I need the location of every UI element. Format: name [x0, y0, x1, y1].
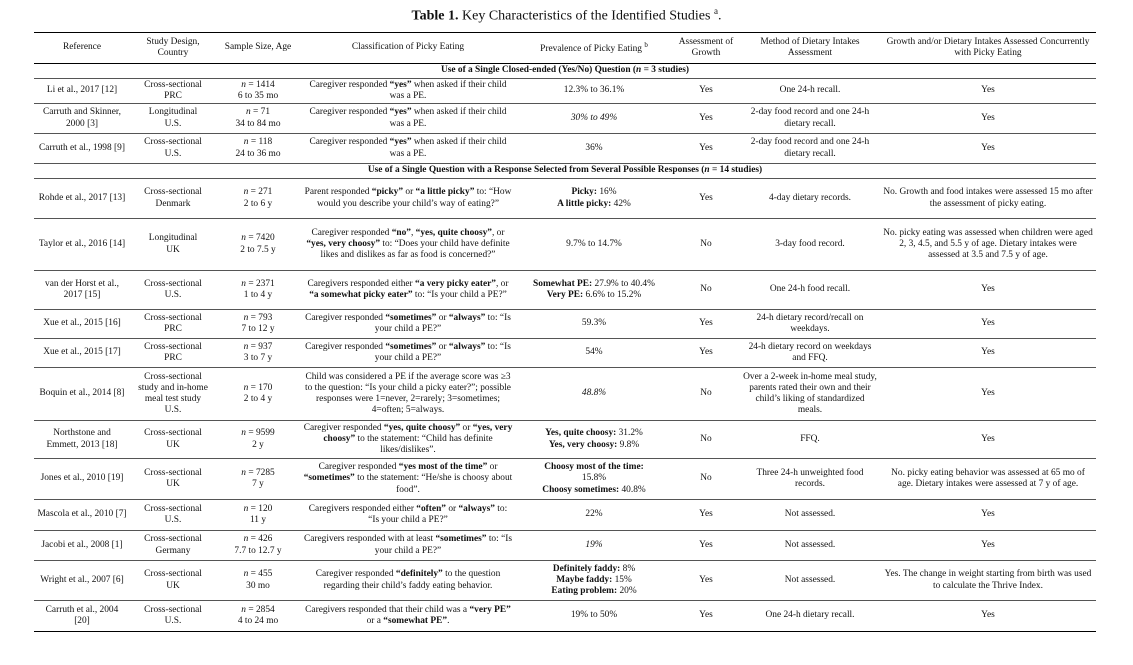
section-row-multiple-responses-n: n — [704, 165, 710, 176]
cell-design: Cross-sectional UK — [144, 428, 202, 450]
cell-method: 4-day dietary records. — [769, 192, 851, 203]
cell-prevalence: 30% to 49% — [570, 112, 618, 123]
cell-concurrent: Yes — [981, 85, 995, 96]
cell-method: FFQ. — [800, 433, 820, 444]
cell-reference: Jones et al., 2010 [19] — [40, 473, 124, 484]
cell-reference: Carruth et al., 1998 [9] — [39, 142, 125, 153]
cell-method: 24-h dietary record/recall on weekdays. — [756, 312, 864, 334]
cell-method: Not assessed. — [784, 539, 836, 550]
cell-method: Not assessed. — [784, 574, 836, 585]
cell-growth: No — [700, 238, 712, 249]
prevalence-header-text: Prevalence of Picky Eating — [540, 44, 642, 55]
table-caption — [0, 6, 1133, 25]
table-row — [34, 500, 1096, 531]
col-header-design: Study Design, Country — [146, 36, 200, 58]
section-row-multiple-responses-post: = 14 studies) — [709, 165, 763, 176]
section-row-multiple-responses-pre: Use of a Single Question with a Response Selected from Several Possible Responses ( — [367, 165, 705, 176]
cell-classification: Caregiver responded “sometimes” or “always” to: “Is your child a PE?” — [305, 312, 511, 334]
cell-design: Cross-sectional PRC — [144, 341, 202, 363]
cell-sample: n = 1414 6 to 35 mo — [237, 79, 279, 101]
table-row — [34, 601, 1096, 632]
cell-design: Cross-sectional Denmark — [144, 187, 202, 209]
cell-growth: No — [700, 473, 712, 484]
section-row-closed-ended-label — [34, 64, 1096, 79]
cell-classification: Caregiver responded “yes” when asked if their child was a PE. — [309, 79, 507, 101]
table-row — [34, 79, 1096, 104]
cell-growth: Yes — [699, 539, 713, 550]
cell-sample: n = 2371 1 to 4 y — [241, 278, 275, 300]
cell-design: Longitudinal UK — [148, 233, 198, 255]
cell-growth: Yes — [699, 318, 713, 329]
cell-classification: Caregivers responded either “often” or “always” to: “Is your child a PE?” — [308, 503, 508, 525]
cell-method: One 24-h food recall. — [769, 284, 851, 295]
table-row — [34, 310, 1096, 339]
col-header-classification: Classification of Picky Eating — [351, 42, 465, 53]
cell-classification: Caregiver responded “yes, quite choosy” or “yes, very choosy” to the statement: “Child has definite likes/dislikes”. — [303, 422, 513, 456]
table-row — [34, 179, 1096, 219]
cell-reference: Xue et al., 2015 [17] — [43, 347, 121, 358]
col-header-reference: Reference — [63, 42, 101, 53]
cell-reference: Boquin et al., 2014 [8] — [39, 388, 125, 399]
caption-label: Table 1. — [411, 8, 459, 24]
cell-concurrent: Yes — [981, 388, 995, 399]
cell-prevalence: 48.8% — [581, 388, 607, 399]
col-header-growth: Assessment of Growth — [678, 36, 734, 58]
cell-concurrent: Yes — [981, 284, 995, 295]
cell-concurrent: Yes — [981, 610, 995, 621]
cell-classification: Caregivers responded either “a very picky eater”, or “a somewhat picky eater” to: “Is your child a PE?” — [307, 278, 509, 300]
col-header-sample: Sample Size, Age — [224, 42, 292, 53]
cell-design: Cross-sectional U.S. — [144, 503, 202, 525]
cell-prevalence: 54% — [585, 347, 603, 358]
caption-text: Key Characteristics of the Identified Studies — [458, 8, 711, 24]
col-header-method: Method of Dietary Intakes Assessment — [760, 36, 860, 58]
cell-growth: Yes — [699, 610, 713, 621]
cell-classification: Caregiver responded “definitely” to the question regarding their child’s faddy eating behavior. — [315, 569, 501, 591]
cell-sample: n = 9599 2 y — [241, 428, 275, 450]
cell-concurrent: Yes — [981, 318, 995, 329]
cell-prevalence: 9.7% to 14.7% — [566, 238, 622, 249]
cell-growth: Yes — [699, 142, 713, 153]
cell-reference: Wright et al., 2007 [6] — [40, 574, 124, 585]
cell-reference: Northstone and Emmett, 2013 [18] — [46, 428, 118, 450]
table-row — [34, 561, 1096, 601]
cell-growth: No — [700, 388, 712, 399]
cell-prevalence: Somewhat PE: 27.9% to 40.4% Very PE: 6.6% to 15.2% — [533, 278, 655, 300]
cell-sample: n = 170 2 to 4 y — [243, 382, 273, 404]
section-row-multiple-responses — [34, 164, 1096, 179]
section-row-closed-ended-n: n — [636, 65, 642, 76]
cell-classification: Caregiver responded “yes most of the time” or “sometimes” to the statement: “He/she is choosy about food”. — [303, 462, 513, 495]
cell-method: 3-day food record. — [775, 238, 845, 249]
cell-classification: Caregiver responded “no”, “yes, quite choosy”, or “yes, very choosy” to: “Does your child have definite likes and dislikes as far as food is concerned?” — [306, 227, 510, 261]
cell-concurrent: Yes — [981, 539, 995, 550]
cell-sample: n = 71 34 to 84 mo — [235, 107, 281, 129]
cell-growth: Yes — [699, 509, 713, 520]
col-header-concurrent: Growth and/or Dietary Intakes Assessed Concurrently with Picky Eating — [886, 36, 1090, 58]
table-body — [34, 64, 1096, 632]
cell-method: 2-day food record and one 24-h dietary recall. — [750, 137, 870, 159]
cell-concurrent: No. Growth and food intakes were assessed 15 mo after the assessment of picky eating. — [883, 187, 1093, 209]
cell-prevalence: 59.3% — [581, 318, 607, 329]
table-row — [34, 271, 1096, 310]
cell-prevalence: 12.3% to 36.1% — [563, 85, 625, 96]
cell-concurrent: Yes. The change in weight starting from birth was used to calculate the Thrive Index. — [884, 569, 1092, 591]
prevalence-header-sup: b — [644, 41, 648, 50]
characteristics-table — [34, 32, 1096, 632]
cell-sample: n = 937 3 to 7 y — [243, 341, 273, 363]
section-row-closed-ended-post: = 3 studies) — [641, 65, 690, 76]
cell-prevalence: Choosy most of the time: 15.8% Choosy sometimes: 40.8% — [542, 462, 646, 495]
cell-growth: No — [700, 284, 712, 295]
cell-method: Over a 2-week in-home meal study, parents rated their own and their child’s liking of standardized meals. — [743, 371, 877, 416]
cell-reference: Xue et al., 2015 [16] — [43, 318, 121, 329]
cell-classification: Parent responded “picky” or “a little picky” to: “How would you describe your child’s way of eating?” — [304, 187, 512, 209]
cell-prevalence: Definitely faddy: 8% Maybe faddy: 15% Eating problem: 20% — [551, 563, 637, 597]
cell-design: Cross-sectional UK — [144, 467, 202, 489]
cell-method: Not assessed. — [784, 509, 836, 520]
cell-classification: Caregiver responded “yes” when asked if their child was a PE. — [309, 107, 507, 129]
cell-reference: Rohde et al., 2017 [13] — [38, 192, 126, 203]
cell-growth: Yes — [699, 112, 713, 123]
table-row — [34, 531, 1096, 561]
cell-design: Cross-sectional PRC — [144, 79, 202, 101]
section-row-closed-ended — [34, 64, 1096, 79]
cell-concurrent: Yes — [981, 112, 995, 123]
cell-sample: n = 455 30 mo — [243, 569, 273, 591]
cell-classification: Child was considered a PE if the average score was ≥3 to the question: “Is your child a picky eater?”; possible responses were 1=never, 2=rarely; 3=sometimes; 4=often; 5=always. — [305, 371, 511, 416]
cell-method: 2-day food record and one 24-h dietary recall. — [750, 107, 870, 129]
table-row — [34, 134, 1096, 164]
table-row — [34, 421, 1096, 459]
cell-design: Longitudinal U.S. — [148, 107, 198, 129]
cell-concurrent: No. picky eating behavior was assessed at 65 mo of age. Dietary intakes were assessed at 7 y of age. — [891, 467, 1085, 489]
cell-sample: n = 118 24 to 36 mo — [235, 137, 281, 159]
cell-design: Cross-sectional UK — [144, 569, 202, 591]
cell-reference: van der Horst et al., 2017 [15] — [45, 278, 119, 300]
cell-concurrent: Yes — [981, 142, 995, 153]
caption-end: . — [717, 8, 722, 24]
cell-growth: Yes — [699, 192, 713, 203]
cell-classification: Caregiver responded “yes” when asked if their child was a PE. — [309, 137, 507, 159]
cell-concurrent: No. picky eating was assessed when children were aged 2, 3, 4.5, and 5.5 y of age. Dietary intakes were assessed at 3.5 and 7.5 y of age. — [883, 227, 1093, 261]
cell-sample: n = 120 11 y — [243, 503, 273, 525]
table-row — [34, 219, 1096, 271]
cell-growth: Yes — [699, 574, 713, 585]
cell-reference: Taylor et al., 2016 [14] — [38, 238, 126, 249]
cell-concurrent: Yes — [981, 347, 995, 358]
cell-design: Cross-sectional study and in-home meal test study U.S. — [138, 371, 208, 416]
cell-prevalence: 22% — [585, 509, 603, 520]
cell-prevalence: 19% — [585, 539, 603, 550]
cell-reference: Jacobi et al., 2008 [1] — [41, 539, 123, 550]
section-row-multiple-responses-label — [34, 164, 1096, 179]
cell-concurrent: Yes — [981, 433, 995, 444]
cell-growth: No — [700, 433, 712, 444]
cell-sample: n = 271 2 to 6 y — [243, 187, 273, 209]
cell-growth: Yes — [699, 85, 713, 96]
header-row — [34, 33, 1096, 64]
cell-prevalence: 36% — [585, 142, 603, 153]
cell-classification: Caregivers responded with at least “sometimes” to: “Is your child a PE?” — [303, 534, 513, 556]
cell-sample: n = 793 7 to 12 y — [241, 312, 275, 334]
cell-design: Cross-sectional Germany — [144, 534, 202, 556]
cell-method: Three 24-h unweighted food records. — [756, 467, 864, 489]
cell-classification: Caregiver responded “sometimes” or “always” to: “Is your child a PE?” — [305, 341, 511, 363]
cell-prevalence: 19% to 50% — [570, 610, 618, 621]
cell-sample: n = 7420 2 to 7.5 y — [240, 233, 276, 255]
cell-method: One 24-h recall. — [779, 85, 841, 96]
cell-design: Cross-sectional PRC — [144, 312, 202, 334]
table-row — [34, 339, 1096, 368]
cell-design: Cross-sectional U.S. — [144, 278, 202, 300]
cell-classification: Caregivers responded that their child was a “very PE” or a “somewhat PE”. — [305, 604, 511, 626]
section-row-closed-ended-pre: Use of a Single Closed-ended (Yes/No) Question ( — [440, 65, 637, 76]
cell-sample: n = 426 7.7 to 12.7 y — [234, 534, 282, 556]
cell-method: One 24-h dietary recall. — [765, 610, 855, 621]
cell-reference: Carruth and Skinner, 2000 [3] — [43, 107, 121, 129]
cell-concurrent: Yes — [981, 509, 995, 520]
cell-method: 24-h dietary record on weekdays and FFQ. — [748, 341, 872, 363]
table-row — [34, 104, 1096, 134]
cell-prevalence: Picky: 16% A little picky: 42% — [557, 187, 631, 209]
cell-reference: Carruth et al., 2004 [20] — [45, 604, 119, 626]
cell-reference: Mascola et al., 2010 [7] — [37, 509, 127, 520]
table-row — [34, 459, 1096, 500]
table-row — [34, 368, 1096, 421]
cell-sample: n = 2854 4 to 24 mo — [237, 604, 279, 626]
cell-prevalence: Yes, quite choosy: 31.2% Yes, very choosy: 9.8% — [545, 428, 643, 450]
cell-design: Cross-sectional U.S. — [144, 137, 202, 159]
caption-sup: a — [713, 6, 718, 16]
cell-reference: Li et al., 2017 [12] — [46, 85, 118, 96]
cell-sample: n = 7285 7 y — [241, 467, 275, 489]
cell-design: Cross-sectional U.S. — [144, 604, 202, 626]
col-header-prevalence — [516, 33, 672, 64]
cell-growth: Yes — [699, 347, 713, 358]
